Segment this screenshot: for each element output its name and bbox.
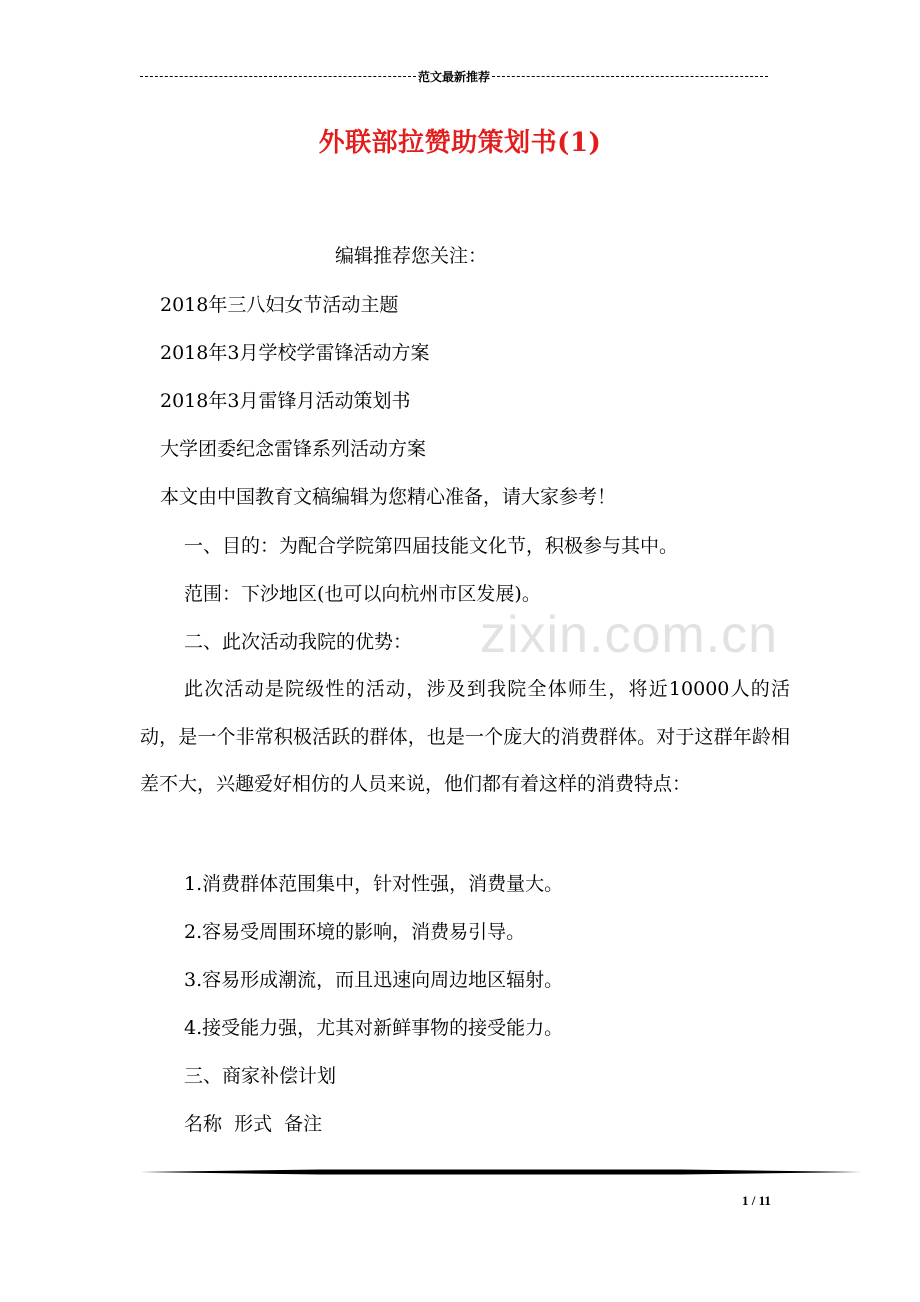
- advantage-paragraph: 此次活动是院级性的活动，涉及到我院全体师生，将近10000人的活动，是一个非常积极活跃的群体，也是一个庞大的消费群体。对于这群年龄相差不大，兴趣爱好相仿的人员来说，他们都有着这样的消费特点：: [140, 678, 790, 796]
- recommended-link-2[interactable]: 2018年3月学校学雷锋活动方案: [160, 342, 430, 364]
- point-4: 4.接受能力强，尤其对新鲜事物的接受能力。: [184, 1017, 564, 1039]
- point-3: 3.容易形成潮流，而且迅速向周边地区辐射。: [184, 969, 564, 991]
- section-purpose: 一、目的：为配合学院第四届技能文化节，积极参与其中。: [184, 535, 679, 557]
- point-1: 1.消费群体范围集中，针对性强，消费量大。: [184, 873, 564, 895]
- recommended-link-1[interactable]: 2018年三八妇女节活动主题: [160, 294, 399, 316]
- header-text: 范文最新推荐: [418, 69, 491, 84]
- page-number: 1 / 11: [742, 1193, 771, 1208]
- point-2: 2.容易受周围环境的影响，消费易引导。: [184, 921, 526, 943]
- recommended-link-3[interactable]: 2018年3月雷锋月活动策划书: [160, 390, 411, 412]
- header-dash-right: [492, 76, 768, 77]
- section-scope: 范围：下沙地区(也可以向杭州市区发展)。: [184, 583, 541, 605]
- footer-rule: [140, 1168, 862, 1176]
- source-note: 本文由中国教育文稿编辑为您精心准备，请大家参考！: [160, 486, 617, 508]
- section-advantage-heading: 二、此次活动我院的优势：: [184, 631, 413, 653]
- table-header: 名称 形式 备注: [184, 1113, 323, 1135]
- recommended-link-4[interactable]: 大学团委纪念雷锋系列活动方案: [160, 438, 427, 460]
- document-title: 外联部拉赞助策划书(1): [318, 128, 602, 158]
- header-dash-left: [140, 76, 416, 77]
- watermark: zixin.com.cn: [480, 606, 779, 664]
- section-plan-heading: 三、商家补偿计划: [184, 1065, 337, 1087]
- editor-note: 编辑推荐您关注：: [335, 245, 488, 267]
- page-header: [140, 66, 768, 86]
